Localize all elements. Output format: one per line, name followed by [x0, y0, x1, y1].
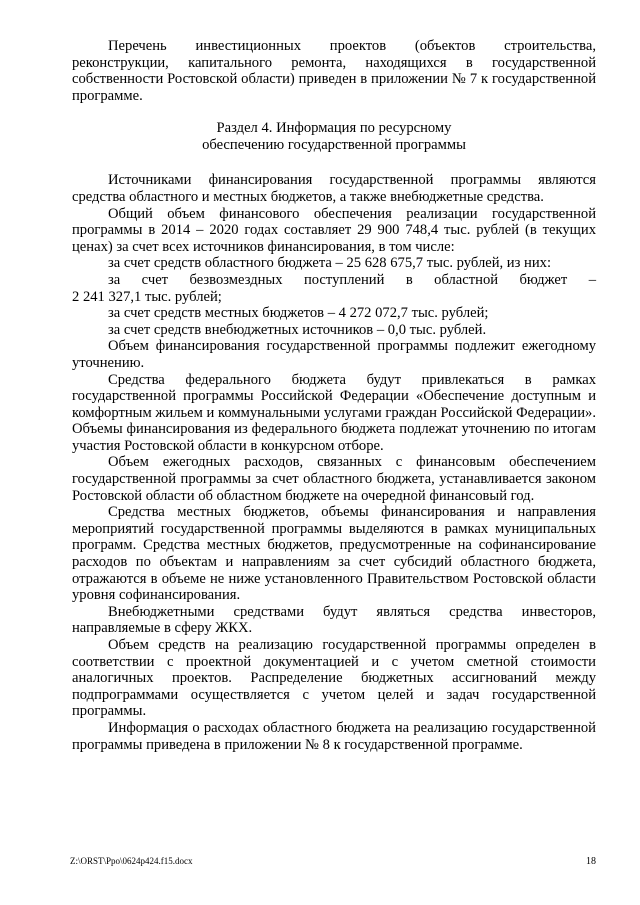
- paragraph-annual-expenses: Объем ежегодных расходов, связанных с финансовым обеспечением государственной программы за счет областного бюджета, устанавливается законом Ростовской области об областном бюджете на очередной финансовый год.: [72, 454, 596, 504]
- paragraph-expenses-info: Информация о расходах областного бюджета на реализацию государственной программы приведена в приложении № 8 к государственной программе.: [72, 719, 596, 753]
- paragraph-total-volume: Общий объем финансового обеспечения реализации государственной программы в 2014 – 2020 годах составляет 29 900 748,4 тыс. рублей (в текущих ценах) за счет всех источников финансирования, в том числе:: [72, 205, 596, 255]
- section-heading: [72, 120, 596, 154]
- paragraph-annual-refinement: Объем финансирования государственной программы подлежит ежегодному уточнению.: [72, 338, 596, 371]
- paragraph-investment-projects: Перечень инвестиционных проектов (объектов строительства, реконструкции, капитального ремонта, находящихся в государственной собственности Ростовской области) приведен в приложении № 7 к государственной программе.: [72, 38, 596, 104]
- paragraph-grants-line-1: за счет безвозмездных поступлений в областной бюджет –: [108, 271, 596, 288]
- section-heading-line-1: Раздел 4. Информация по ресурсному: [216, 120, 452, 137]
- section-heading-line-2: обеспечению государственной программы: [202, 137, 466, 154]
- paragraph-local-budgets: за счет средств местных бюджетов – 4 272 072,7 тыс. рублей;: [108, 305, 489, 322]
- paragraph-sources: Источниками финансирования государственной программы являются средства областного и местных бюджетов, а также внебюджетные средства.: [72, 172, 596, 205]
- paragraph-local-budget-funds: Средства местных бюджетов, объемы финансирования и направления мероприятий государственной программы выделяются в рамках муниципальных программ. Средства местных бюджетов, предусмотренные на софинансирование расходов по объектам и направлениям за счет субсидий областного бюджета, отражаются в объеме не ниже установленного Правительством Ростовской области уровня софинансирования.: [72, 504, 596, 604]
- paragraph-volume-determination: Объем средств на реализацию государственной программы определен в соответствии с проектной документацией и с учетом сметной стоимости аналогичных проектов. Распределение бюджетных ассигнований между подпрограммами осуществляется с учетом целей и задач государственной программы.: [72, 637, 596, 720]
- paragraph-federal-budget: Средства федерального бюджета будут привлекаться в рамках государственной программы Российской Федерации «Обеспечение доступным и комфортным жильем и коммунальными услугами граждан Российской Федерации». Объемы финансирования из федерального бюджета подлежат уточнению по итогам участия Ростовской области в конкурсном отборе.: [72, 371, 596, 454]
- page-number: 18: [586, 856, 596, 867]
- paragraph-extrabudgetary: за счет средств внебюджетных источников – 0,0 тыс. рублей.: [108, 321, 487, 338]
- document-page: [72, 38, 596, 753]
- paragraph-investor-funds: Внебюджетными средствами будут являться средства инвесторов, направляемые в сферу ЖКХ.: [72, 603, 596, 637]
- footer-file-path: Z:\ORST\Ppo\0624p424.f15.docx: [70, 856, 193, 866]
- paragraph-regional-budget: за счет средств областного бюджета – 25 628 675,7 тыс. рублей, из них:: [108, 255, 552, 272]
- paragraph-grants-line-2: 2 241 327,1 тыс. рублей;: [72, 288, 222, 305]
